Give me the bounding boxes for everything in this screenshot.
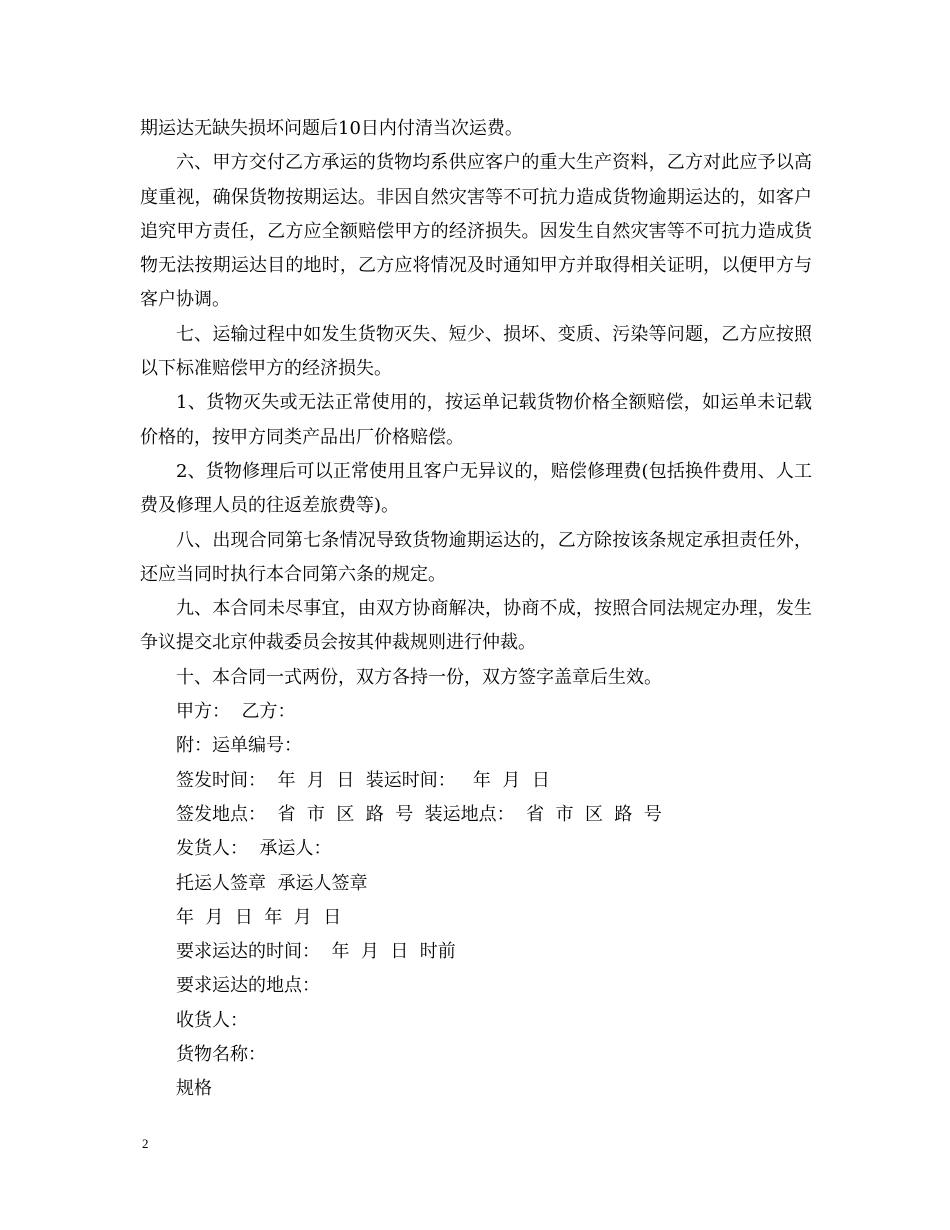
document-body [140, 112, 812, 1107]
issue-place-line: 签发地点： 省 市 区 路 号 装运地点： 省 市 区 路 号 [176, 803, 662, 825]
paragraph-continuation: 期运达无缺失损坏问题后10日内付清当次运费。 [140, 118, 523, 139]
signature-date-line: 年 月 日 年 月 日 [176, 906, 342, 928]
goods-name-line: 货物名称： [176, 1044, 266, 1066]
issue-time-line: 签发时间： 年 月 日 装运时间： 年 月 日 [176, 769, 550, 791]
party-line: 甲方： 乙方： [176, 701, 296, 723]
consignee-line: 收货人： [176, 1009, 248, 1031]
clause-7: 七、运输过程中如发生货物灭失、短少、损坏、变质、污染等问题，乙方应按照以下标准赔偿甲方的经济损失。 [140, 323, 812, 380]
clause-7-item-2: 2、货物修理后可以正常使用且客户无异议的，赔偿修理费(包括换件费用、人工费及修理人员的往返差旅费等)。 [140, 460, 812, 517]
clause-6: 六、甲方交付乙方承运的货物均系供应客户的重大生产资料，乙方对此应予以高度重视，确保货物按期运达。非因自然灾害等不可抗力造成货物逾期运达的，如客户追究甲方责任，乙方应全额赔偿甲方的经济损失。因发生自然灾害等不可抗力造成货物无法按期运达目的地时，乙方应将情况及时通知甲方并取得相关证明，以便甲方与客户协调。 [140, 152, 812, 311]
required-time-line: 要求运达的时间： 年 月 日 时前 [176, 941, 456, 963]
shipper-carrier-line: 发货人： 承运人： [176, 838, 332, 860]
waybill-number-line: 附：运单编号： [176, 735, 302, 757]
specification-line: 规格 [176, 1078, 212, 1100]
page-number: 2 [142, 1136, 149, 1151]
clause-10: 十、本合同一式两份，双方各持一份，双方签字盖章后生效。 [176, 666, 662, 688]
clause-7-item-1: 1、货物灭失或无法正常使用的，按运单记载货物价格全额赔偿，如运单未记载价格的，按甲方同类产品出厂价格赔偿。 [140, 392, 812, 448]
signature-line: 托运人签章 承运人签章 [176, 872, 368, 894]
clause-9: 九、本合同未尽事宜，由双方协商解决，协商不成，按照合同法规定办理，发生争议提交北京仲裁委员会按其仲裁规则进行仲裁。 [140, 598, 812, 654]
clause-8: 八、出现合同第七条情况导致货物逾期运达的，乙方除按该条规定承担责任外，还应当同时执行本合同第六条的规定。 [140, 529, 812, 585]
required-place-line: 要求运达的地点： [176, 975, 320, 997]
